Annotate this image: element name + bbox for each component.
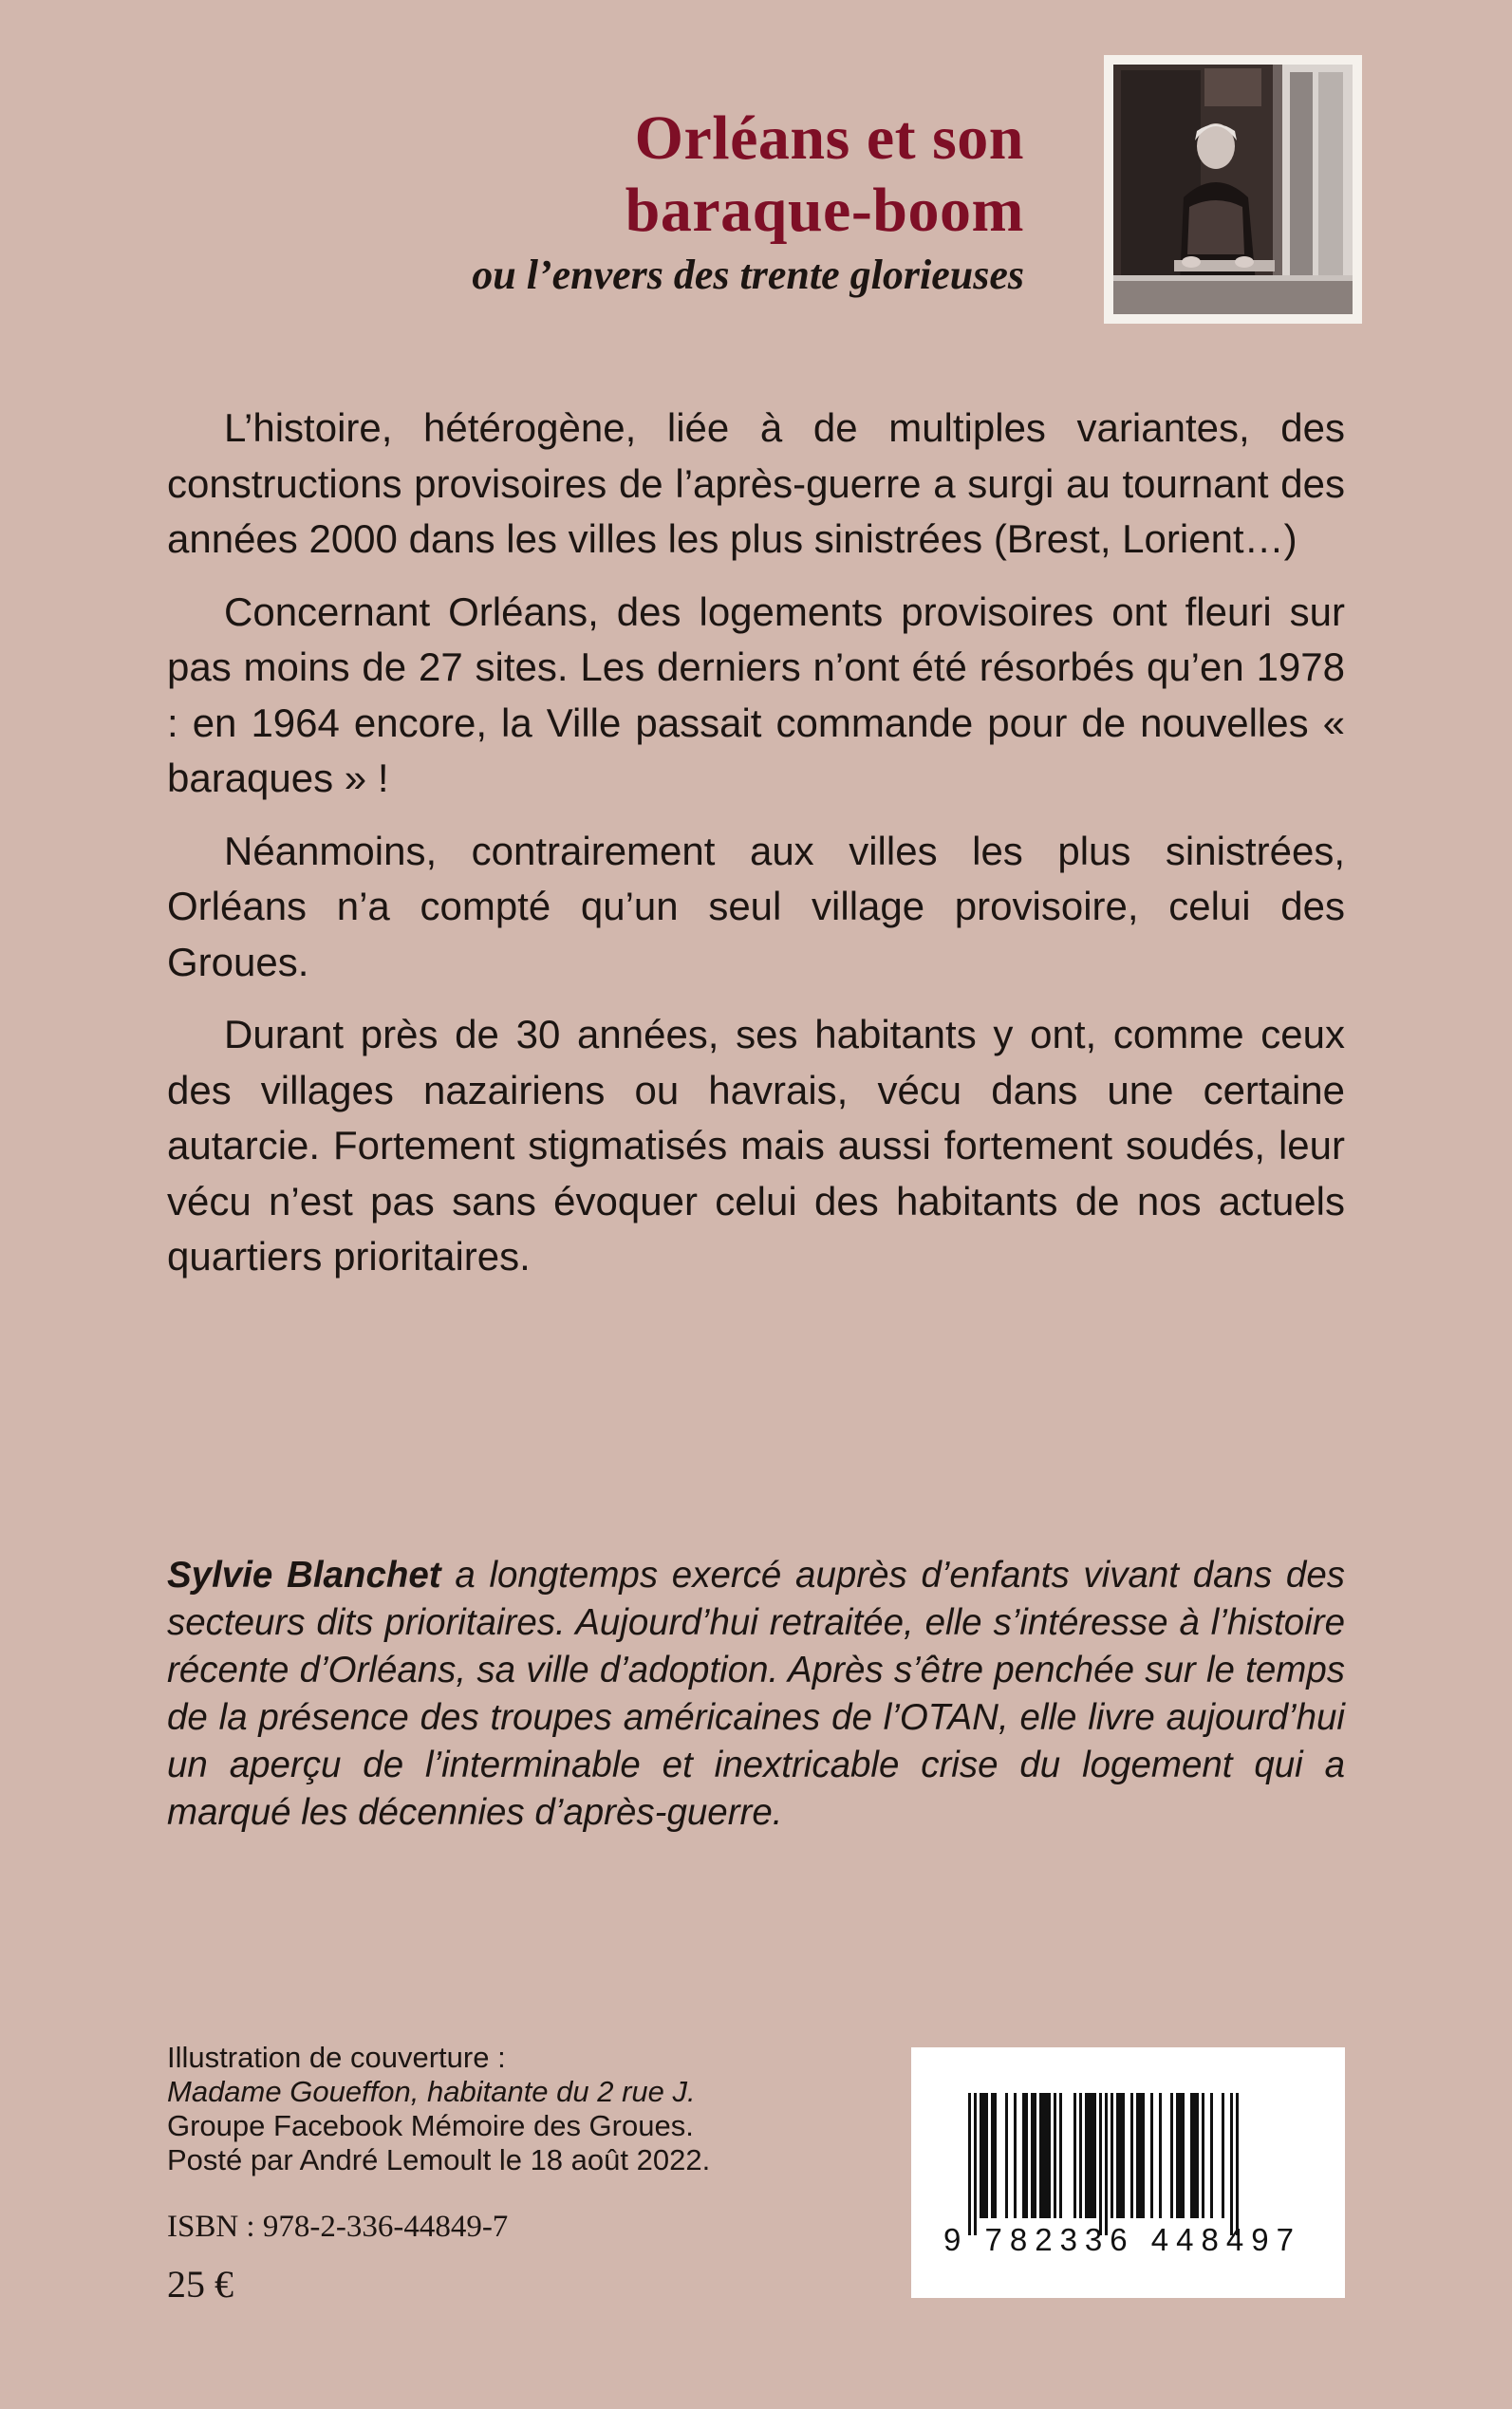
barcode-bar: [1119, 2093, 1122, 2218]
paragraph-2: Concernant Orléans, des logements provisoires ont fleuri sur pas moins de 27 sites. Les derniers n’ont été résorbés qu’en 1978 : en 1964 encore, la Ville passait commande pour de nouvelles « baraques » !: [167, 588, 1345, 800]
barcode-bar: [1031, 2093, 1034, 2218]
barcode-bar: [1093, 2093, 1096, 2218]
barcode-bar: [1039, 2093, 1042, 2218]
barcode-bar: [1073, 2093, 1076, 2218]
vintage-photo-icon: [1113, 65, 1353, 314]
book-title-line-1: Orléans et son: [634, 103, 1024, 173]
barcode-bar: [1079, 2093, 1082, 2218]
barcode-bar: [994, 2093, 997, 2218]
barcode-bar: [991, 2093, 994, 2218]
cover-photo: [1104, 55, 1362, 324]
barcode-bar: [1054, 2093, 1056, 2218]
barcode-bars: [968, 2093, 1253, 2235]
barcode-bar: [1122, 2093, 1125, 2218]
price: 25 €: [167, 2263, 233, 2306]
isbn: ISBN : 978-2-336-44849-7: [167, 2210, 509, 2244]
barcode-bar: [1236, 2093, 1239, 2235]
barcode-bar: [985, 2093, 988, 2218]
barcode: [911, 2047, 1345, 2298]
barcode-bar: [1045, 2093, 1048, 2218]
barcode-bar: [1196, 2093, 1199, 2218]
barcode-bar: [1116, 2093, 1119, 2218]
back-cover-text: [167, 401, 1345, 1302]
author-bio: [167, 1552, 1345, 1837]
barcode-bar: [1170, 2093, 1173, 2218]
barcode-bar: [1059, 2093, 1062, 2218]
barcode-bar: [1190, 2093, 1193, 2218]
barcode-bar: [1111, 2093, 1113, 2218]
barcode-bar: [1179, 2093, 1182, 2218]
barcode-bar: [1202, 2093, 1204, 2218]
barcode-bar: [1182, 2093, 1185, 2218]
barcode-bar: [1130, 2093, 1133, 2218]
barcode-bar: [1210, 2093, 1213, 2218]
credits-line-2: Madame Goueffon, habitante du 2 rue J.: [167, 2075, 696, 2108]
author-bio-text: a longtemps exercé auprès d’enfants vivant dans des secteurs dits prioritaires. Aujourd’hui retraitée, elle s’intéresse à l’histoire récente d’Orléans, sa ville d’adoption. Après s’être penchée sur le temps de la présence des troupes américaines de l’OTAN, elle livre aujourd’hui un aperçu de l’interminable et inextricable crise du logement qui a marqué les décennies d’après-guerre.: [167, 1555, 1345, 1833]
barcode-bar: [1088, 2093, 1091, 2218]
barcode-bar: [1005, 2093, 1008, 2218]
barcode-bar: [1091, 2093, 1093, 2218]
barcode-bar: [1048, 2093, 1051, 2218]
barcode-bar: [1230, 2093, 1233, 2235]
barcode-digits: 9 782336 448497: [943, 2222, 1301, 2257]
barcode-bar: [974, 2093, 977, 2235]
barcode-bar: [1099, 2093, 1102, 2235]
credits-line-3: Groupe Facebook Mémoire des Groues.: [167, 2109, 694, 2142]
barcode-bar: [1105, 2093, 1108, 2235]
credits-line-1: Illustration de couverture :: [167, 2041, 506, 2074]
book-title-line-2: baraque-boom: [625, 176, 1024, 245]
barcode-bar: [1025, 2093, 1028, 2218]
book-subtitle: ou l’envers des trente glorieuses: [472, 252, 1024, 298]
paragraph-1: L’histoire, hétérogène, liée à de multiples variantes, des constructions provisoires de l’après-guerre a surgi au tournant des années 2000 dans les villes les plus sinistrées (Brest, Lorient…): [167, 405, 1345, 561]
barcode-bar: [968, 2093, 971, 2235]
author-bio-paragraph: [167, 1552, 1345, 1837]
barcode-bar: [1150, 2093, 1153, 2218]
author-name: Sylvie Blanchet: [167, 1555, 441, 1596]
barcode-bar: [1139, 2093, 1142, 2218]
cover-credits: [167, 2041, 710, 2177]
barcode-bar: [1193, 2093, 1196, 2218]
barcode-bar: [1222, 2093, 1224, 2218]
barcode-bar: [980, 2093, 982, 2218]
barcode-bar: [1085, 2093, 1088, 2218]
barcode-bar: [982, 2093, 985, 2218]
barcode-bar: [1042, 2093, 1045, 2218]
paragraph-3: Néanmoins, contrairement aux villes les plus sinistrées, Orléans n’a compté qu’un seul village provisoire, celui des Groues.: [167, 828, 1345, 984]
barcode-bar: [1034, 2093, 1036, 2218]
paragraph-4: Durant près de 30 années, ses habitants y ont, comme ceux des villages nazairiens ou havrais, vécu dans une certaine autarcie. Fortement stigmatisés mais aussi fortement soudés, leur vécu n’est pas sans évoquer celui des habitants de nos actuels quartiers prioritaires.: [167, 1012, 1345, 1279]
barcode-bar: [1022, 2093, 1025, 2218]
barcode-bar: [1136, 2093, 1139, 2218]
barcode-bar: [1142, 2093, 1145, 2218]
title-block: [472, 103, 1024, 300]
credits-line-4: Posté par André Lemoult le 18 août 2022.: [167, 2143, 711, 2176]
barcode-bar: [1176, 2093, 1179, 2218]
barcode-bar: [1159, 2093, 1162, 2218]
barcode-bar: [1014, 2093, 1017, 2218]
